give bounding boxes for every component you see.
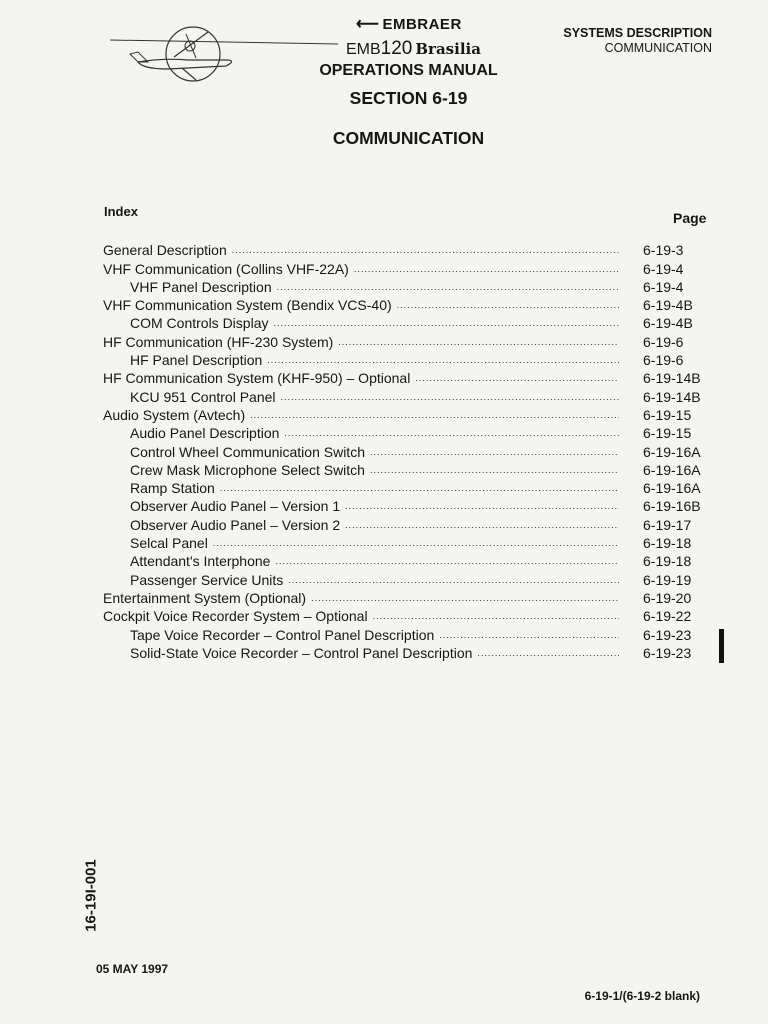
toc-entry-title: HF Communication (HF-230 System) bbox=[103, 333, 334, 350]
toc-entry-page: 6-19-17 bbox=[643, 516, 692, 533]
toc-leader-dots bbox=[267, 352, 619, 368]
toc-leader-dots bbox=[345, 498, 619, 514]
toc-entry-title: VHF Panel Description bbox=[130, 278, 272, 295]
toc-entry bbox=[103, 441, 719, 459]
toc-entry-title: Solid-State Voice Recorder – Control Panel Description bbox=[130, 644, 473, 661]
page-column-heading: Page bbox=[673, 210, 707, 226]
toc-entry-page: 6-19-19 bbox=[643, 571, 692, 588]
toc-leader-dots bbox=[345, 517, 619, 533]
toc-entry-page: 6-19-23 bbox=[643, 626, 692, 643]
toc-entry-title: Audio Panel Description bbox=[130, 425, 280, 442]
toc-entry-title: COM Controls Display bbox=[130, 315, 269, 332]
toc-entry-title: Observer Audio Panel – Version 1 bbox=[130, 498, 341, 515]
toc-entry-title: Cockpit Voice Recorder System – Optional bbox=[103, 608, 368, 625]
toc-leader-dots bbox=[311, 590, 619, 606]
toc-entry-title: Crew Mask Microphone Select Switch bbox=[130, 461, 365, 478]
toc-leader-dots bbox=[415, 370, 619, 386]
toc-entry bbox=[103, 258, 719, 276]
toc-entry bbox=[103, 313, 719, 331]
manual-title: OPERATIONS MANUAL bbox=[319, 62, 498, 79]
toc-entry-page: 6-19-16A bbox=[643, 480, 701, 497]
toc-entry-page: 6-19-6 bbox=[643, 333, 684, 350]
toc-leader-dots bbox=[439, 627, 619, 643]
toc-entry-page: 6-19-18 bbox=[643, 553, 692, 570]
section-number: SECTION 6-19 bbox=[349, 88, 468, 108]
toc-entry bbox=[103, 277, 719, 295]
toc-entry-title: Tape Voice Recorder – Control Panel Description bbox=[130, 626, 435, 643]
systems-description-subject: COMMUNICATION bbox=[604, 41, 712, 55]
toc-leader-dots bbox=[397, 297, 619, 313]
toc-entry-page: 6-19-4B bbox=[643, 315, 693, 332]
toc-leader-dots bbox=[284, 425, 619, 441]
toc-entry-title: VHF Communication (Collins VHF-22A) bbox=[103, 260, 349, 277]
toc-entry-page: 6-19-4B bbox=[643, 297, 693, 314]
toc-entry bbox=[103, 368, 719, 386]
toc-entry bbox=[103, 606, 719, 624]
toc-entry-title: Audio System (Avtech) bbox=[103, 406, 246, 423]
toc-entry-title: Entertainment System (Optional) bbox=[103, 589, 307, 606]
toc-leader-dots bbox=[338, 334, 619, 350]
toc-entry-title: Attendant's Interphone bbox=[130, 553, 271, 570]
toc-entry bbox=[103, 478, 719, 496]
toc-entry bbox=[103, 533, 719, 551]
toc-entry bbox=[103, 405, 719, 423]
toc-entry bbox=[103, 588, 719, 606]
toc-entry-title: Selcal Panel bbox=[130, 535, 208, 552]
toc-leader-dots bbox=[281, 389, 619, 405]
toc-entry bbox=[103, 643, 719, 661]
toc-entry-title: HF Communication System (KHF-950) – Optional bbox=[103, 370, 411, 387]
toc-entry bbox=[103, 295, 719, 313]
toc-entry bbox=[103, 496, 719, 514]
toc-entry-title: Passenger Service Units bbox=[130, 571, 284, 588]
systems-description-label: SYSTEMS DESCRIPTION bbox=[563, 26, 712, 40]
index-heading: Index bbox=[104, 204, 138, 219]
revision-bar bbox=[719, 629, 724, 663]
toc-entry-title: Ramp Station bbox=[130, 480, 215, 497]
toc-leader-dots bbox=[213, 535, 619, 551]
systems-description-header bbox=[563, 26, 712, 56]
toc-entry-page: 6-19-16A bbox=[643, 461, 701, 478]
toc-entry-page: 6-19-16B bbox=[643, 498, 701, 515]
toc-entry bbox=[103, 240, 719, 258]
toc-entry-page: 6-19-14B bbox=[643, 388, 701, 405]
toc-leader-dots bbox=[232, 242, 619, 258]
toc-entry-page: 6-19-15 bbox=[643, 406, 692, 423]
toc-entry-page: 6-19-22 bbox=[643, 608, 692, 625]
toc-leader-dots bbox=[477, 645, 619, 661]
toc-entry bbox=[103, 350, 719, 368]
document-number: 16-19I-001 bbox=[82, 859, 100, 932]
toc-leader-dots bbox=[275, 553, 619, 569]
toc-entry bbox=[103, 386, 719, 404]
embraer-brand: ⟵ EMBRAER bbox=[356, 16, 462, 33]
toc-leader-dots bbox=[370, 444, 619, 460]
toc-entry-page: 6-19-4 bbox=[643, 278, 684, 295]
toc-entry bbox=[103, 624, 719, 642]
toc-leader-dots bbox=[373, 608, 619, 624]
toc-entry-page: 6-19-23 bbox=[643, 644, 692, 661]
toc-entry-title: Observer Audio Panel – Version 2 bbox=[130, 516, 341, 533]
toc-entry bbox=[103, 551, 719, 569]
toc-leader-dots bbox=[220, 480, 619, 496]
toc-entry-title: KCU 951 Control Panel bbox=[130, 388, 276, 405]
toc-entry bbox=[103, 331, 719, 349]
toc-entry bbox=[103, 423, 719, 441]
toc-leader-dots bbox=[370, 462, 619, 478]
toc-entry-page: 6-19-6 bbox=[643, 352, 684, 369]
model-name: EMB120 Brasilia bbox=[346, 38, 481, 59]
toc-entry-page: 6-19-20 bbox=[643, 589, 692, 606]
page-reference: 6-19-1/(6-19-2 blank) bbox=[584, 989, 700, 1003]
toc-entry-title: General Description bbox=[103, 242, 227, 259]
toc-entry-page: 6-19-16A bbox=[643, 443, 701, 460]
revision-date: 05 MAY 1997 bbox=[96, 962, 169, 976]
toc-entry-title: Control Wheel Communication Switch bbox=[130, 443, 365, 460]
table-of-contents bbox=[103, 240, 719, 661]
toc-entry-page: 6-19-15 bbox=[643, 425, 692, 442]
toc-entry-title: HF Panel Description bbox=[130, 352, 263, 369]
toc-entry-title: VHF Communication System (Bendix VCS-40) bbox=[103, 297, 392, 314]
toc-leader-dots bbox=[277, 279, 619, 295]
toc-entry bbox=[103, 569, 719, 587]
toc-entry bbox=[103, 514, 719, 532]
toc-entry-page: 6-19-14B bbox=[643, 370, 701, 387]
toc-leader-dots bbox=[354, 261, 619, 277]
toc-leader-dots bbox=[250, 407, 619, 423]
toc-entry bbox=[103, 460, 719, 478]
toc-leader-dots bbox=[288, 572, 619, 588]
toc-leader-dots bbox=[273, 315, 619, 331]
toc-entry-page: 6-19-4 bbox=[643, 260, 684, 277]
toc-entry-page: 6-19-18 bbox=[643, 535, 692, 552]
chapter-title: COMMUNICATION bbox=[332, 128, 485, 148]
toc-entry-page: 6-19-3 bbox=[643, 242, 684, 259]
